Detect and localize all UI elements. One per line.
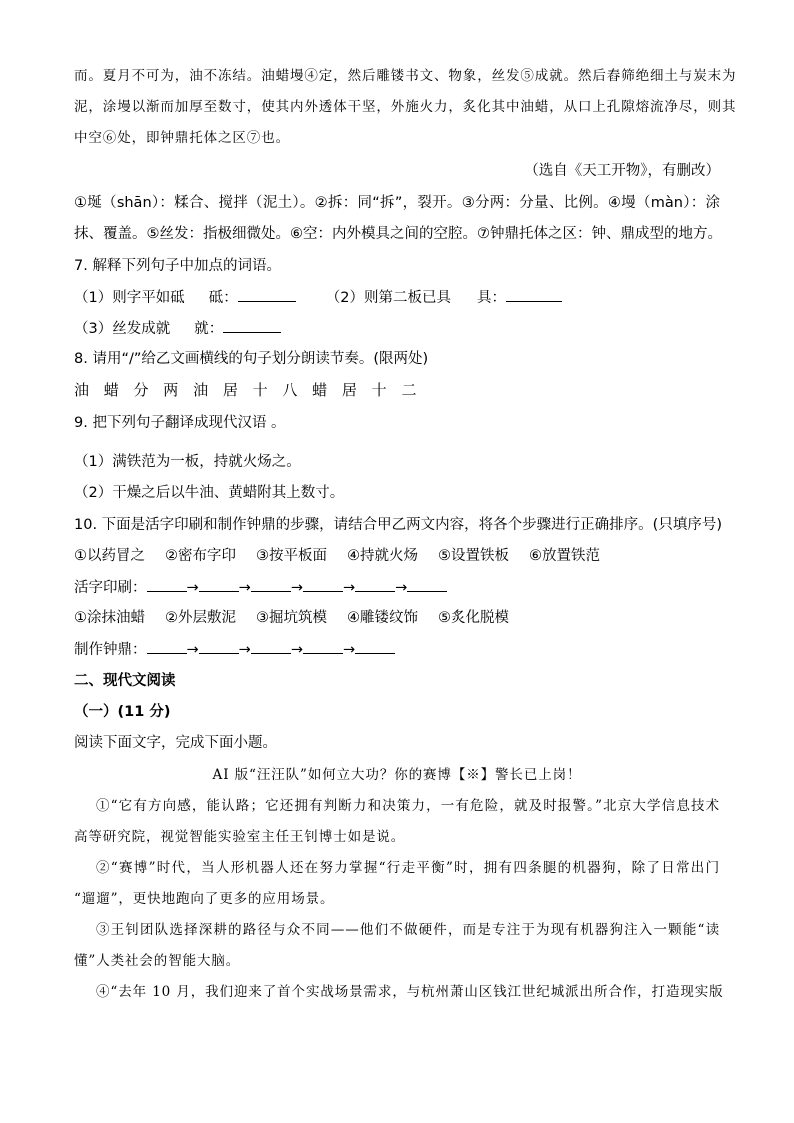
article-paragraph-line: ③王钊团队选择深耕的路径与众不同——他们不做硬件，而是专注于为现有机器狗注入一颗能“读 [96,922,720,938]
answer-blank[interactable] [199,639,239,654]
answer-blank[interactable] [355,639,395,654]
answer-blank[interactable] [303,639,343,654]
printing-step: ③按平板面 [256,548,327,564]
annotation-line: 抹、覆盖。⑤丝发：指极细微处。⑥空：内外模具之间的空腔。⑦钟鼎托体之区：钟、鼎成型的地方。 [74,226,722,242]
bell-step: ②外层敷泥 [165,610,236,626]
arrow-icon: → [238,580,251,596]
article-paragraph-line: ④“去年 10 月，我们迎来了首个实战场景需求，与杭州萧山区钱江世纪城派出所合作，打造现实版 [96,984,724,1000]
classical-text-line: 中空⑥处，即钟鼎托体之区⑦也。 [74,130,290,146]
question-8-sentence: 油 蜡 分 两 油 居 十 八 蜡 居 十 二 [74,381,422,399]
question-8-stem: 8. 请用“/”给乙文画横线的句子划分朗读节奏。(限两处) [74,351,429,367]
arrow-icon: → [186,642,199,658]
question-7-stem: 7. 解释下列句子中加点的词语。 [74,258,281,274]
annotation-line: ①埏（shān）：糅合、搅拌（泥土）。②拆：同“拆”，裂开。③分两：分量、比例。④墁（màn）：涂 [74,195,720,211]
article-paragraph-line: 懂”人类社会的智能大脑。 [74,953,241,969]
question-7-items-row1 [74,287,720,308]
arrow-icon: → [290,642,303,658]
answer-blank[interactable] [251,639,291,654]
answer-blank[interactable] [303,577,343,592]
printing-step: ②密布字印 [165,548,236,564]
q7-item-3-word: 就： [194,321,224,337]
article-paragraph-line: “遛遛”，更快地跑向了更多的应用场景。 [74,891,335,907]
question-10-stem: 10. 下面是活字印刷和制作钟鼎的步骤，请结合甲乙两文内容，将各个步骤进行正确排序。(只填序号) [74,517,722,533]
answer-blank[interactable] [199,577,239,592]
article-paragraph-line: ②“赛博”时代，当人形机器人还在努力掌握“行走平衡”时，拥有四条腿的机器狗，除了日常出门 [96,860,720,876]
printing-order-label: 活字印刷： [74,580,147,596]
article-paragraph-line: ①“它有方向感，能认路；它还拥有判断力和决策力，一有危险，就及时报警。”北京大学信息技术 [96,798,720,814]
bell-steps-list [74,608,720,628]
answer-blank[interactable] [407,577,447,592]
bell-step: ③掘坑筑模 [256,610,327,626]
q7-item-1: （1）则字平如砥 [74,290,185,306]
printing-step: ⑤设置铁板 [438,548,509,564]
answer-blank[interactable] [506,287,562,302]
bell-order-label: 制作钟鼎： [74,642,147,658]
printing-step: ①以药冒之 [74,548,145,564]
q7-item-2: （2）则第二板已具 [325,290,451,306]
answer-blank[interactable] [251,577,291,592]
arrow-icon: → [238,642,251,658]
answer-blank[interactable] [147,577,187,592]
classical-text-line: 泥，涂墁以渐而加厚至数寸，使其内外透体干坚，外施火力，炙化其中油蜡，从口上孔隙熔流净尽，则其 [74,99,737,115]
q7-item-1-word: 砥： [208,290,238,306]
printing-step: ⑥放置铁范 [529,548,600,564]
bell-step: ⑤炙化脱模 [438,610,509,626]
q7-item-2-word: 具： [476,290,506,306]
question-9-sentence-2: （2）干燥之后以牛油、黄蜡附其上数寸。 [74,485,345,501]
section-heading: 二、现代文阅读 [74,673,176,689]
bell-order-answer [74,639,720,660]
answer-blank[interactable] [238,287,296,302]
arrow-icon: → [290,580,303,596]
answer-blank[interactable] [223,318,281,333]
arrow-icon: → [342,580,356,596]
printing-order-answer [74,577,720,598]
article-title: AI 版“汪汪队”如何立大功？你的赛博【※】警长已上岗！ [212,767,582,783]
question-9-sentence-1: （1）满铁范为一板，持就火炀之。 [74,454,301,470]
reading-instruction: 阅读下面文字，完成下面小题。 [74,735,277,751]
question-7-items-row2 [74,318,720,339]
printing-step: ④持就火炀 [347,548,418,564]
printing-steps-list [74,546,720,566]
bell-step: ①涂抹油蜡 [74,610,145,626]
subsection-heading: （一）(11 分) [74,704,171,720]
answer-blank[interactable] [355,577,395,592]
source-citation: （选自《天工开物》，有删改） [524,163,720,179]
article-paragraph-line: 高等研究院，视觉智能实验室主任王钊博士如是说。 [74,829,406,845]
arrow-icon: → [186,580,199,596]
q7-item-3: （3）丝发成就 [74,321,171,337]
bell-step: ④雕镂纹饰 [347,610,418,626]
arrow-icon: → [395,580,408,596]
question-9-stem: 9. 把下列句子翻译成现代汉语 。 [74,415,286,431]
answer-blank[interactable] [147,639,187,654]
arrow-icon: → [342,642,356,658]
classical-text-line: 而。夏月不可为，油不冻结。油蜡墁④定，然后雕镂书文、物象，丝发⑤成就。然后舂筛绝细土与炭末为 [74,68,737,84]
